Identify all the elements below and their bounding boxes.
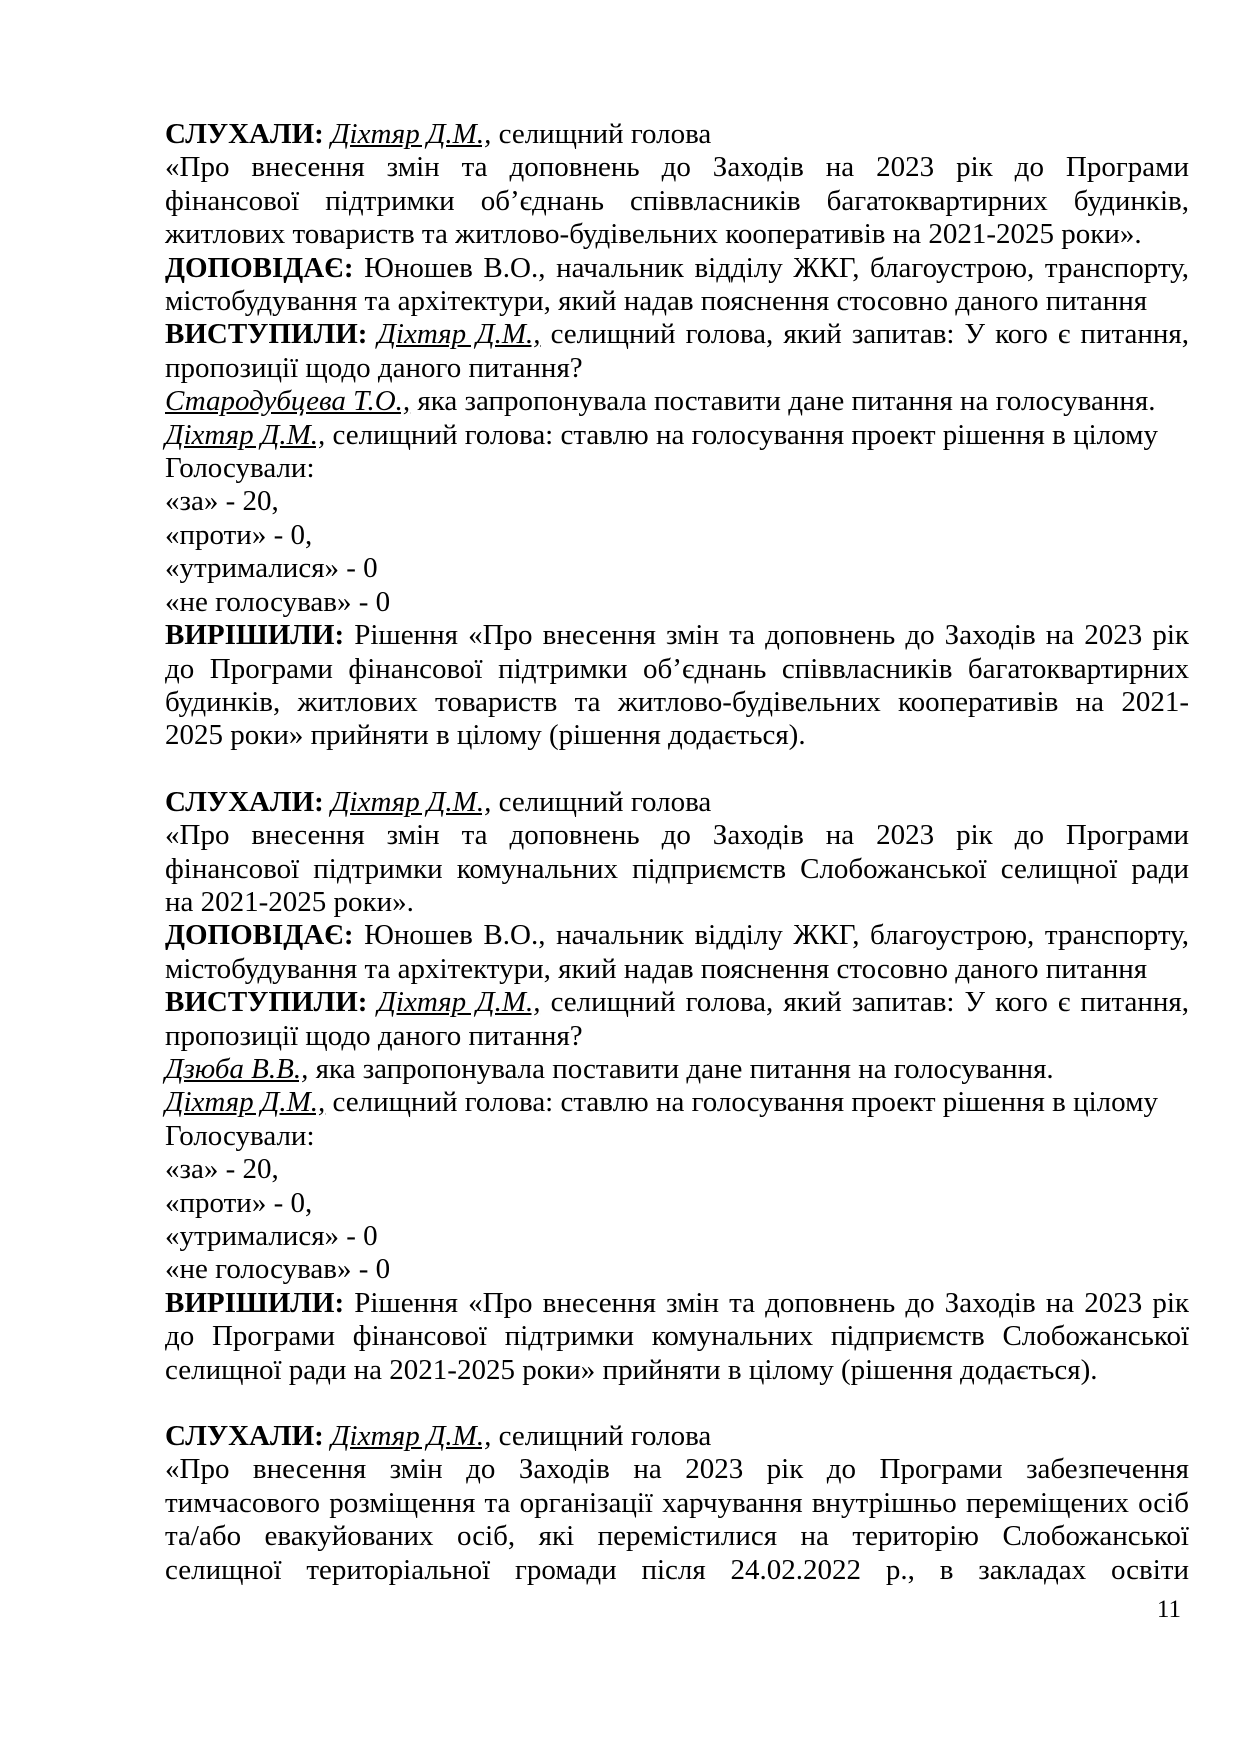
proposer-person: Стародубцева Т.О., — [165, 385, 411, 418]
report-line: містобудування та архітектури, який надав пояснення стосовно даного питання — [165, 952, 1148, 985]
heard-role: селищний голова — [491, 1420, 712, 1453]
spoke-label: ВИСТУПИЛИ: — [165, 318, 368, 351]
chair-line — [165, 1086, 1189, 1119]
report-label: ДОПОВІДАЄ: — [165, 251, 354, 284]
spoke-label: ВИСТУПИЛИ: — [165, 986, 368, 1019]
spoke-text: селищний голова, який запитав: У кого є питання, — [540, 986, 1189, 1019]
topic-line: та/або евакуйованих осіб, які перемістилися на територію Слобожанської — [165, 1520, 1189, 1553]
decided-text: Рішення «Про внесення змін та доповнень до Заходів на 2023 рік — [344, 619, 1189, 652]
topic-line: «Про внесення змін до Заходів на 2023 рік до Програми забезпечення — [165, 1453, 1189, 1486]
spoke-line: пропозиції щодо даного питання? — [165, 351, 583, 384]
vote-abstained: «утрималися» - 0 — [165, 1220, 378, 1252]
decided-line: до Програми фінансової підтримки об’єднань співвласників багатоквартирних — [165, 652, 1189, 685]
vote-abstained: «утрималися» - 0 — [165, 552, 378, 585]
topic-line: тимчасового розміщення та організації харчування внутрішньо переміщених осіб — [165, 1486, 1189, 1519]
spoke-person: Діхтяр Д.М., — [377, 986, 541, 1019]
heard-label: СЛУХАЛИ: — [165, 785, 324, 818]
topic-line: житлових товариств та житлово-будівельних кооперативів на 2021-2025 роки». — [165, 218, 1142, 251]
agenda-item-3 — [165, 1420, 1189, 1587]
vote-title: Голосували: — [165, 452, 315, 485]
agenda-item-1 — [165, 118, 1189, 753]
heard-label: СЛУХАЛИ: — [165, 118, 324, 150]
heard-line — [165, 1420, 1189, 1453]
chair-line — [165, 419, 1189, 452]
spoke-text: селищний голова, який запитав: У кого є питання, — [540, 318, 1189, 351]
chair-text: селищний голова: ставлю на голосування проект рішення в цілому — [325, 1086, 1158, 1119]
heard-role: селищний голова — [491, 785, 712, 818]
topic-line: «Про внесення змін та доповнень до Заходів на 2023 рік до Програми — [165, 151, 1189, 184]
chair-person: Діхтяр Д.М., — [165, 1086, 326, 1119]
topic-line: селищної територіальної громади після 24.02.2022 р., в закладах освіти — [165, 1553, 1189, 1586]
heard-person: Діхтяр Д.М., — [331, 1420, 492, 1453]
decided-label: ВИРІШИЛИ: — [165, 1286, 345, 1319]
page-body — [165, 118, 1189, 1587]
agenda-item-2 — [165, 786, 1189, 1387]
proposer-text: яка запропонувала поставити дане питання на голосування. — [410, 385, 1156, 418]
heard-line — [165, 118, 1189, 151]
report-line — [165, 919, 1189, 952]
vote-for: «за» - 20, — [165, 485, 279, 518]
proposer-text: яка запропонувала поставити дане питання на голосування. — [308, 1052, 1054, 1085]
topic-line: на 2021-2025 роки». — [165, 885, 414, 918]
decided-line: будинків, житлових товариств та житлово-будівельних кооперативів на 2021- — [165, 685, 1189, 718]
topic-line: фінансової підтримки комунальних підприємств Слобожанської селищної ради — [165, 852, 1189, 885]
vote-not-voted: «не голосував» - 0 — [165, 585, 391, 618]
topic-line: фінансової підтримки об’єднань співвласників багатоквартирних будинків, — [165, 184, 1189, 217]
proposer-line — [165, 1053, 1189, 1086]
chair-text: селищний голова: ставлю на голосування проект рішення в цілому — [325, 418, 1158, 451]
spoke-line: пропозиції щодо даного питання? — [165, 1019, 583, 1052]
heard-label: СЛУХАЛИ: — [165, 1420, 324, 1453]
report-line — [165, 252, 1189, 285]
vote-for: «за» - 20, — [165, 1153, 279, 1186]
page-number: 11 — [1156, 1596, 1181, 1623]
spoke-line — [165, 318, 1189, 351]
report-line: містобудування та архітектури, який надав пояснення стосовно даного питання — [165, 285, 1148, 318]
report-label: ДОПОВІДАЄ: — [165, 919, 354, 952]
heard-person: Діхтяр Д.М., — [331, 785, 492, 818]
heard-role: селищний голова — [491, 118, 712, 150]
vote-not-voted: «не голосував» - 0 — [165, 1253, 391, 1286]
vote-title: Голосували: — [165, 1119, 315, 1152]
vote-against: «проти» - 0, — [165, 518, 313, 551]
decided-line — [165, 619, 1189, 652]
heard-line — [165, 786, 1189, 819]
spoke-person: Діхтяр Д.М., — [377, 318, 541, 351]
topic-line: «Про внесення змін та доповнень до Заходів на 2023 рік до Програми — [165, 819, 1189, 852]
proposer-line — [165, 385, 1189, 418]
spoke-line — [165, 986, 1189, 1019]
decided-line: до Програми фінансової підтримки комунальних підприємств Слобожанської — [165, 1320, 1189, 1353]
heard-person: Діхтяр Д.М., — [331, 118, 492, 150]
decided-line: 2025 роки» прийняти в цілому (рішення додається). — [165, 719, 806, 752]
report-text: Юношев В.О., начальник відділу ЖКГ, благоустрою, транспорту, — [353, 919, 1189, 952]
proposer-person: Дзюба В.В., — [165, 1052, 309, 1085]
decided-label: ВИРІШИЛИ: — [165, 619, 345, 652]
decided-line: селищної ради на 2021-2025 роки» прийняти в цілому (рішення додається). — [165, 1353, 1098, 1386]
chair-person: Діхтяр Д.М., — [165, 418, 326, 451]
decided-text: Рішення «Про внесення змін та доповнень до Заходів на 2023 рік — [344, 1286, 1189, 1319]
decided-line — [165, 1287, 1189, 1320]
report-text: Юношев В.О., начальник відділу ЖКГ, благоустрою, транспорту, — [353, 251, 1189, 284]
vote-against: «проти» - 0, — [165, 1186, 313, 1219]
